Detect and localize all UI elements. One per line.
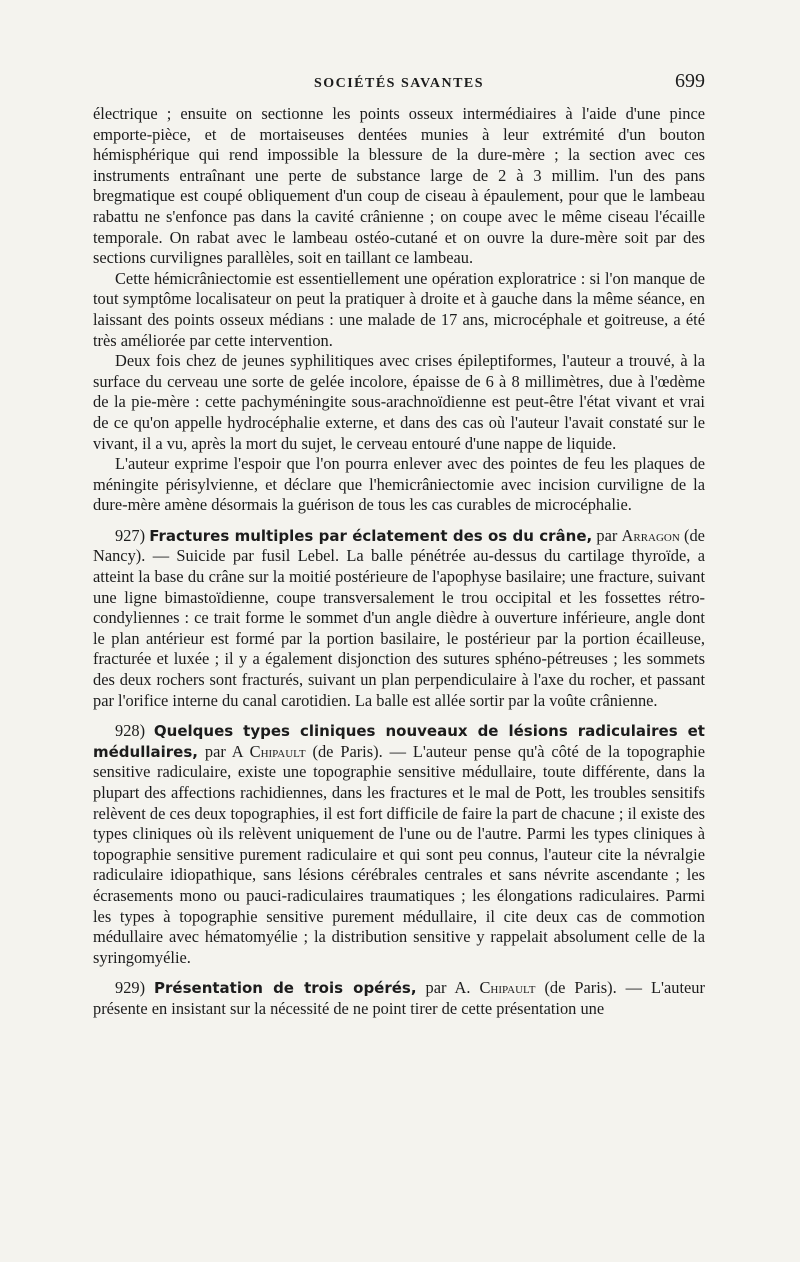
entry-author: Chipault (479, 978, 536, 998)
entry-body: — Suicide par fusil Lebel. La balle pénétrée au-dessus du cartilage thyroïde, a atteint la base du crâne sur la moitié postérieure de l'apophyse basilaire; une fracture, suivant une ligne bimastoïdienne, coupe transversalement le trou occipital et les fossettes rétro-condyliennes : ce trait forme le sommet d'un angle dièdre à ouverture inférieure, angle dont le plan antérieur est formé par la portion basilaire, le postérieur par la portion écailleuse, fracturée et luxée ; il y a également disjonction des sutures sphéno-pétreuses ; les sommets des deux rochers sont fracturés, suivant un plan perpendiculaire à l'axe du rocher, et passant par l'orifice interne du canal carotidien. La balle est allée sortir par la voûte crânienne. (93, 546, 705, 710)
abstract-entry-929 (93, 978, 705, 1019)
entry-origin: (de Paris). (312, 741, 383, 761)
entry-origin: (de Nancy). (93, 525, 705, 566)
entry-title: Quelques types cliniques nouveaux de lésions radiculaires et médullaires, (93, 722, 705, 761)
page-number: 699 (675, 70, 705, 92)
entry-origin: (de Paris). (544, 978, 617, 998)
entry-by: par (596, 525, 618, 545)
page-header (93, 70, 705, 98)
paragraph: Cette hémicrâniectomie est essentiellement une opération exploratrice : si l'on manque de tout symptôme localisateur on peut la pratiquer à droite et à gauche dans la même séance, en laissant des points osseux médians : une malade de 17 ans, microcéphale et goitreuse, a été très améliorée par cette intervention. (93, 268, 705, 350)
abstract-entry-928 (93, 721, 705, 968)
entry-number: 927) (115, 525, 146, 545)
entry-body: — L'auteur présente en insistant sur la nécessité de ne point tirer de cette présentation une (93, 978, 705, 1018)
entry-author: Chipault (249, 741, 306, 761)
entry-author: Arragon (621, 525, 680, 545)
abstract-entry-927 (93, 526, 705, 711)
paragraph: L'auteur exprime l'espoir que l'on pourra enlever avec des pointes de feu les plaques de méningite périsylvienne, et déclare que l'hemicrâniectomie avec incision curviligne de la dure-mère amène désormais la guérison de tous les cas curables de microcéphalie. (93, 454, 705, 515)
paragraph: électrique ; ensuite on sectionne les points osseux intermédiaires à l'aide d'une pince emporte-pièce, et de mortaiseuses dentées munies à leur extrémité d'un bouton hémisphérique qui rend impossible la blessure de la dure-mère ; la section avec ces instruments entraînant une perte de substance large de 2 à 3 millim. l'un des pans bregmatique est coupé obliquement d'un coup de ciseau à épaulement, pour que le lambeau rabattu ne s'enfonce pas dans la cavité crânienne ; on coupe avec le même ciseau l'écaille temporale. On rabat avec le lambeau ostéo-cutané et on ouvre la dure-mère soit par des sections curvilignes parallèles, soit en taillant ce lambeau. (93, 104, 705, 268)
entry-number: 929) (115, 978, 146, 998)
entry-body: — L'auteur pense qu'à côté de la topographie sensitive radiculaire, existe une topographie sensitive médullaire, toute différente, dans la plupart des affections rachidiennes, dans les fractures et le mal de Pott, les troubles sensitifs relèvent de ces deux topographies, il est fort difficile de faire la part de chacune ; il existe des types cliniques où ils relèvent uniquement de l'une ou de l'autre. Parmi les types cliniques à topographie sensitive purement radiculaire et qui sont peu connus, l'auteur cite la névralgie radiculaire idiopathique, sans lésions cérébrales centrales et sans névrite ascendante ; les écrasements mono ou pauci-radiculaires traumatiques ; les élongations radiculaires. Parmi les types à topographie sensitive purement médullaire, il cite deux cas de commotion médullaire avec hématomyélie ; la distribution sensitive y rappelait absolument celle de la syringomyélie. (93, 741, 705, 967)
entry-title: Fractures multiples par éclatement des os du crâne, (149, 526, 593, 545)
entry-by: par A. (425, 978, 471, 998)
entry-number: 928) (115, 721, 146, 741)
body-text (93, 104, 705, 1020)
entry-by: par A (204, 741, 243, 761)
running-title: SOCIÉTÉS SAVANTES (313, 76, 485, 91)
paragraph: Deux fois chez de jeunes syphilitiques avec crises épileptiformes, l'auteur a trouvé, à la surface du cerveau une sorte de gelée incolore, épaisse de 6 à 8 millimètres, due à l'œdème de la pie-mère : cette pachyméningite sous-arachnoïdienne est peut-être l'état vivant et vrai de ce qu'on appelle hydrocéphalie externe, et dans des cas où l'auteur l'avait constaté sur le vivant, il a vu, après la mort du sujet, le cerveau entouré d'une nappe de liquide. (93, 351, 705, 453)
entry-title: Présentation de trois opérés, (154, 979, 417, 998)
